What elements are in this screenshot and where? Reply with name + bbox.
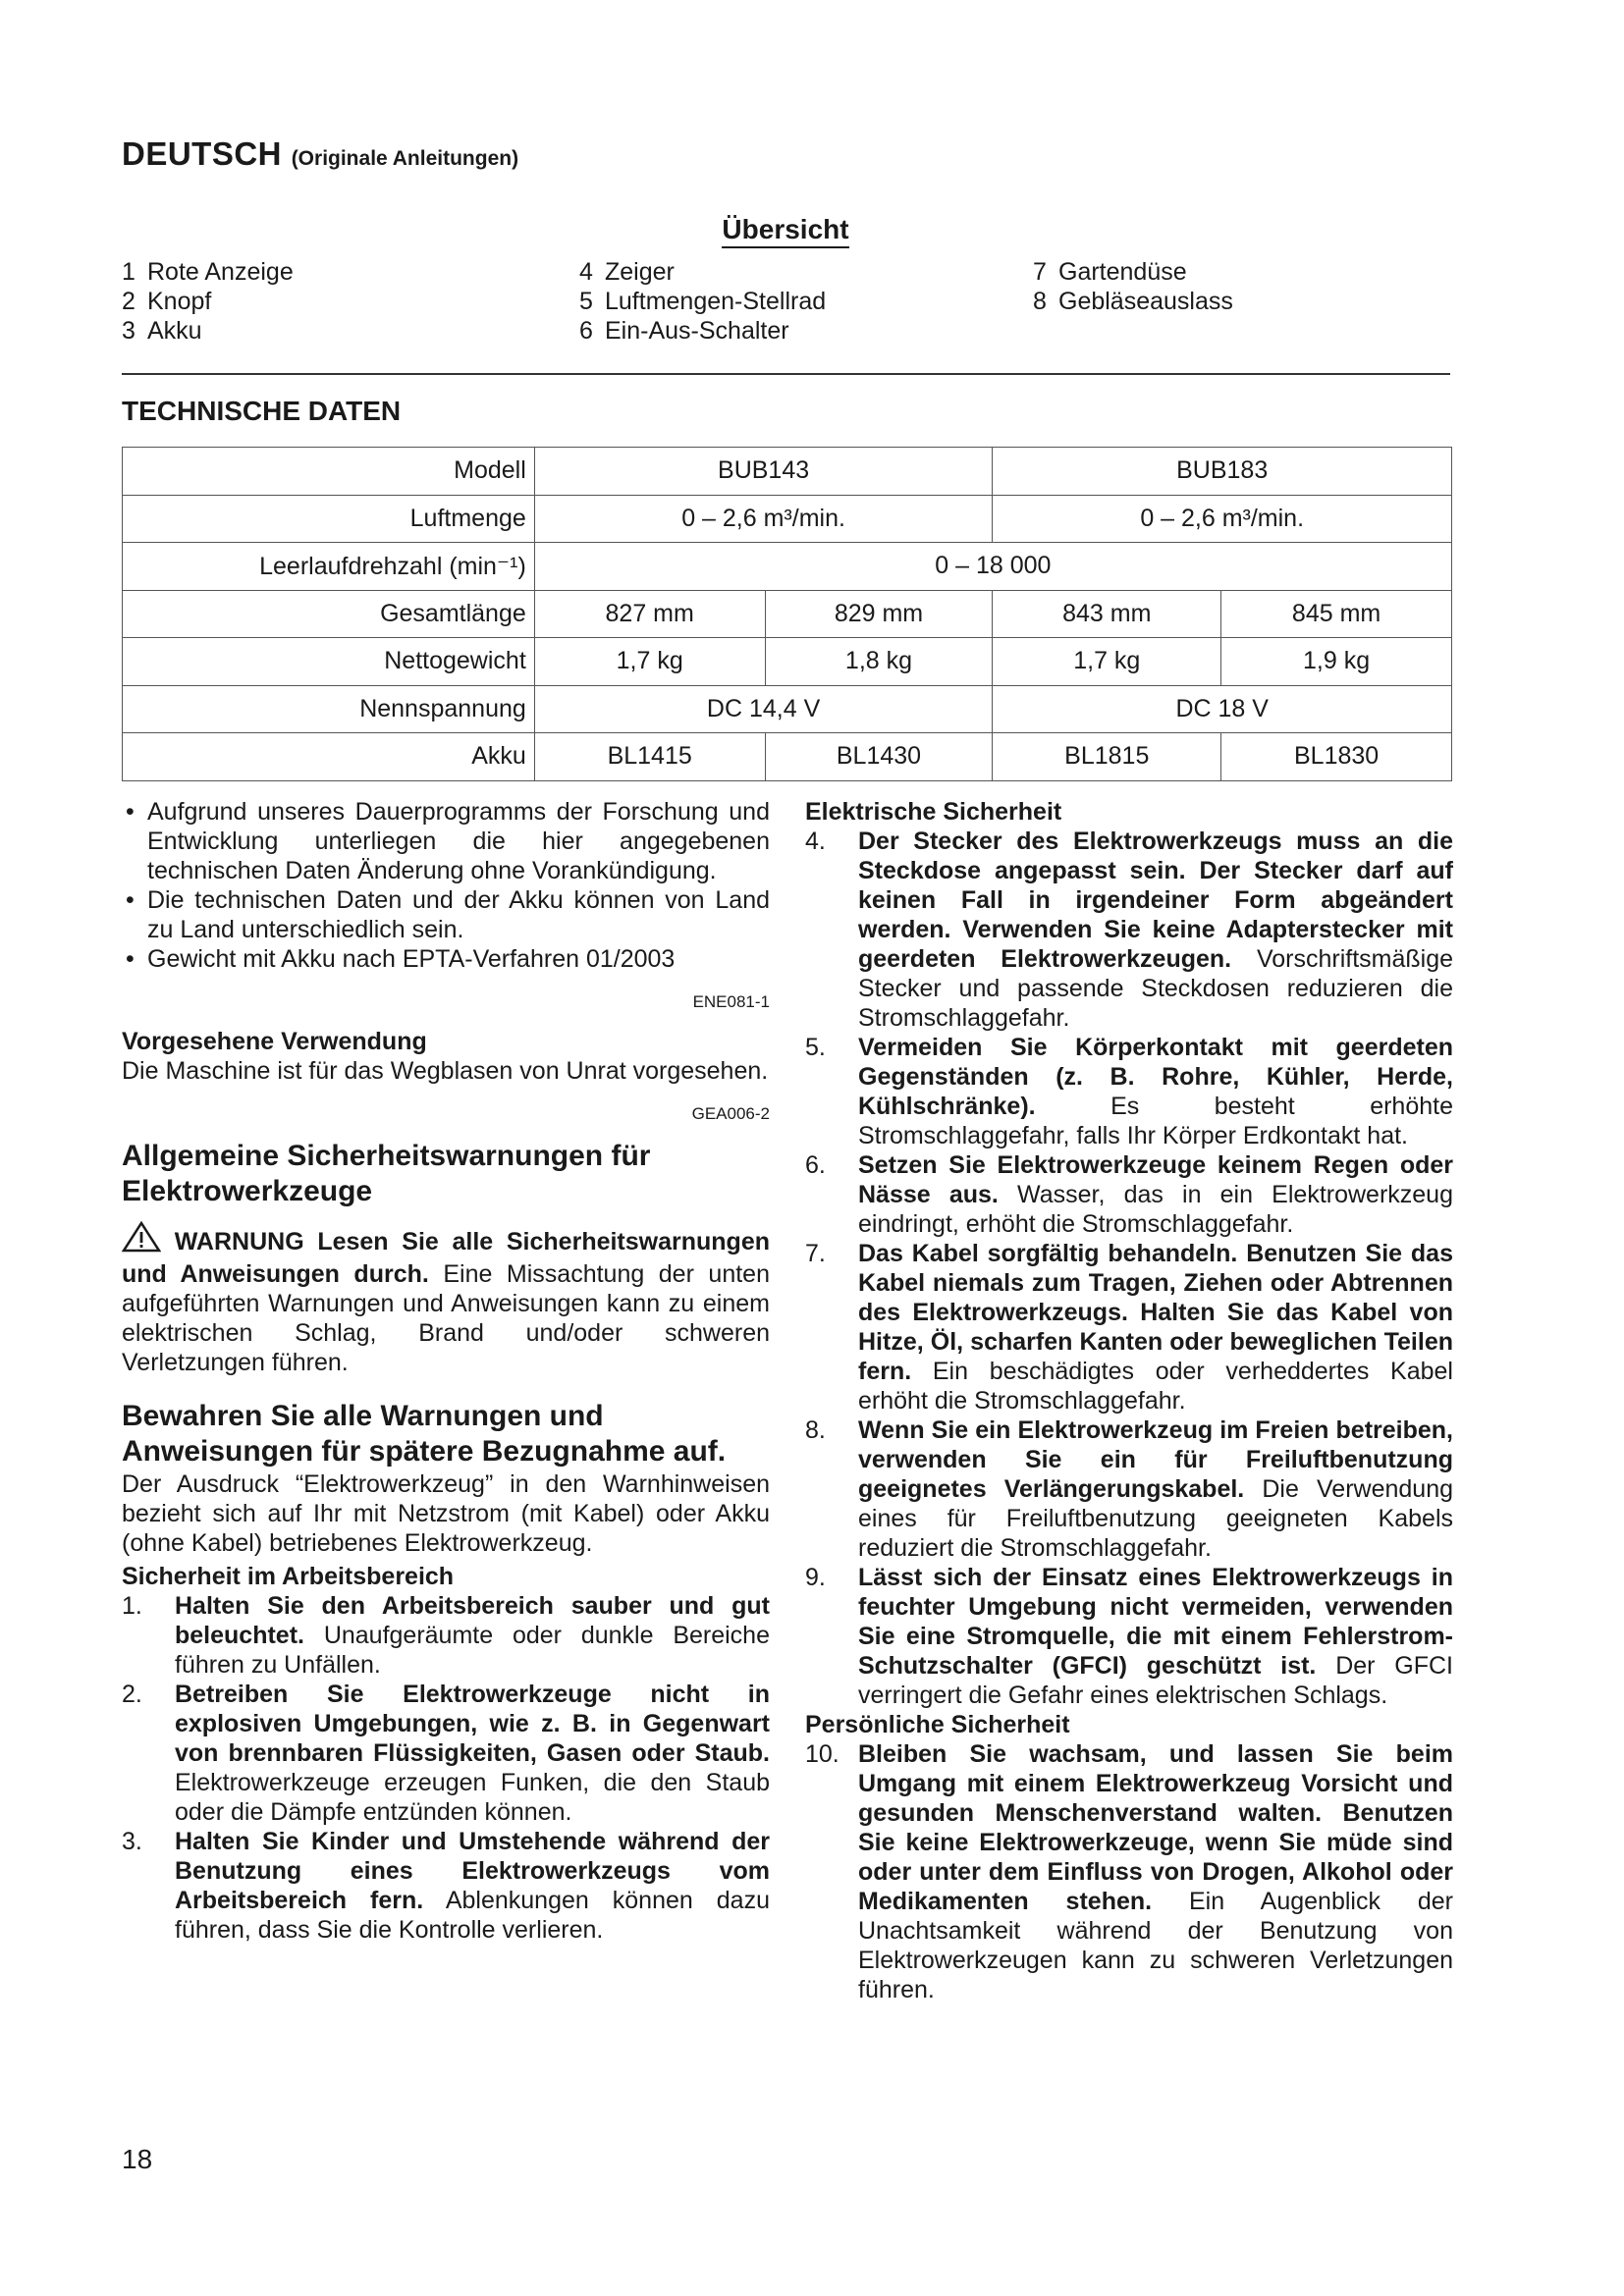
spec-label: Akku	[123, 733, 535, 781]
part-item: 4 Zeiger	[579, 258, 675, 286]
part-item: 7 Gartendüse	[1033, 258, 1187, 286]
use-text: Die Maschine ist für das Wegblasen von Unrat vorgesehen.	[122, 1057, 769, 1085]
list-item: 5. Vermeiden Sie Körperkontakt mit geerdeten Gegenständen (z. B. Rohre, Kühler, Herde, Kühlschränke). Es besteht erhöhte Stromschlaggefahr, falls Ihr Körper Erdkontakt hat.	[805, 1034, 1453, 1149]
part-item: 6 Ein-Aus-Schalter	[579, 317, 789, 345]
spec-value: 1,8 kg	[765, 638, 993, 686]
language-label: DEUTSCH	[122, 135, 283, 172]
spec-label: Nennspannung	[123, 685, 535, 733]
spec-label: Luftmenge	[123, 495, 535, 543]
spec-value: BUB143	[534, 448, 993, 496]
document-language-heading	[122, 135, 518, 173]
list-item: 3. Halten Sie Kinder und Umstehende während der Benutzung eines Elektrowerkzeugs vom Arbeitsbereich fern. Ablenkungen können dazu führen, dass Sie die Kontrolle verlieren.	[122, 1828, 770, 1944]
spec-value: 0 – 2,6 m³/min.	[534, 495, 993, 543]
spec-value: 0 – 2,6 m³/min.	[993, 495, 1452, 543]
personal-safety-heading: Persönliche Sicherheit	[805, 1711, 1070, 1738]
list-item: 10. Bleiben Sie wachsam, und lassen Sie beim Umgang mit einem Elektrowerkzeug Vorsicht und gesunden Menschenverstand walten. Benutzen Sie keine Elektrowerkzeuge, wenn Sie müde sind oder unter dem Einfluss von Drogen, Alkohol oder Medikamenten stehen. Ein Augenblick der Unachtsamkeit während der Benutzung von Elektrowerkzeugen kann zu schweren Verletzungen führen.	[805, 1740, 1453, 2003]
parts-list-col2	[579, 257, 826, 346]
part-item: 3 Akku	[122, 317, 202, 345]
spec-value: DC 18 V	[993, 685, 1452, 733]
keep-instructions-text: Der Ausdruck “Elektrowerkzeug” in den Warnhinweisen bezieht sich auf Ihr mit Netzstrom (mit Kabel) oder Akku (ohne Kabel) betriebenes Elektrowerkzeug.	[122, 1470, 770, 1557]
spec-value: BL1430	[765, 733, 993, 781]
list-item: 4. Der Stecker des Elektrowerkzeugs muss an die Steckdose angepasst sein. Der Stecker darf auf keinen Fall in irgendeiner Form abgeändert werden. Verwenden Sie keine Adapterstecker mit geerdeten Elektrowerkzeugen. Vorschriftsmäßige Stecker und passende Steckdosen reduzieren die Stromschlaggefahr.	[805, 828, 1453, 1032]
warning-paragraph: WARNUNG Lesen Sie alle Sicherheitswarnungen und Anweisungen durch. Eine Missachtung der unten aufgeführten Warnungen und Anweisungen kann zu einem elektrischen Schlag, Brand und/oder schweren Verletzungen führen.	[122, 1221, 770, 1377]
spec-label: Gesamtlänge	[123, 590, 535, 638]
list-item: 9. Lässt sich der Einsatz eines Elektrowerkzeugs in feuchter Umgebung nicht vermeiden, verwenden Sie eine Stromquelle, die mit einem Fehlerstrom-Schutzschalter (GFCI) geschützt ist. Der GFCI verringert die Gefahr eines elektrischen Schlags.	[805, 1564, 1453, 1709]
left-column	[122, 797, 770, 1945]
table-row	[123, 638, 1452, 686]
spec-value: 1,7 kg	[993, 638, 1221, 686]
table-row	[123, 590, 1452, 638]
overview-title: Übersicht	[0, 214, 1571, 245]
language-subtitle: (Originale Anleitungen)	[291, 147, 519, 170]
list-item: 1. Halten Sie den Arbeitsbereich sauber und gut beleuchtet. Unaufgeräumte oder dunkle Bereiche führen zu Unfällen.	[122, 1592, 770, 1679]
spec-label: Leerlaufdrehzahl (min⁻¹)	[123, 543, 535, 591]
keep-instructions-heading: Bewahren Sie alle Warnungen und Anweisungen für spätere Bezugnahme auf.	[122, 1400, 727, 1468]
doc-code: GEA006-2	[691, 1104, 770, 1123]
spec-value: 843 mm	[993, 590, 1221, 638]
list-item: 2. Betreiben Sie Elektrowerkzeuge nicht in explosiven Umgebungen, wie z. B. in Gegenwart von brennbaren Flüssigkeiten, Gasen oder Staub. Elektrowerkzeuge erzeugen Funken, die den Staub oder die Dämpfe entzünden können.	[122, 1681, 770, 1826]
spec-value: 1,7 kg	[534, 638, 765, 686]
spec-value: BL1415	[534, 733, 765, 781]
table-row	[123, 495, 1452, 543]
spec-value: 827 mm	[534, 590, 765, 638]
parts-list-col3	[1033, 257, 1233, 316]
table-row	[123, 448, 1452, 496]
electric-safety-heading: Elektrische Sicherheit	[805, 798, 1062, 826]
table-row	[123, 733, 1452, 781]
spec-value: 0 – 18 000	[534, 543, 1451, 591]
doc-code: ENE081-1	[692, 992, 770, 1011]
use-heading: Vorgesehene Verwendung	[122, 1028, 427, 1055]
spec-label: Modell	[123, 448, 535, 496]
warning-triangle-icon	[122, 1221, 161, 1259]
part-item: 1 Rote Anzeige	[122, 258, 294, 286]
list-item: • Gewicht mit Akku nach EPTA-Verfahren 01/2003	[126, 945, 676, 973]
parts-list-col1	[122, 257, 294, 346]
general-safety-heading: Allgemeine Sicherheitswarnungen für Elektrowerkzeuge	[122, 1140, 651, 1207]
spec-value: 829 mm	[765, 590, 993, 638]
section-divider	[122, 373, 1450, 375]
part-item: 8 Gebläseauslass	[1033, 288, 1233, 315]
spec-value: 1,9 kg	[1221, 638, 1452, 686]
specs-table	[122, 447, 1452, 781]
list-item: 8. Wenn Sie ein Elektrowerkzeug im Freien betreiben, verwenden Sie ein für Freiluftbenutzung geeignetes Verlängerungskabel. Die Verwendung eines für Freiluftbenutzung geeigneten Kabels reduziert die Stromschlaggefahr.	[805, 1416, 1453, 1562]
spec-value: 845 mm	[1221, 590, 1452, 638]
specs-title: TECHNISCHE DATEN	[122, 396, 402, 426]
list-item: • Aufgrund unseres Dauerprogramms der Forschung und Entwicklung unterliegen die hier angegebenen technischen Daten Änderung ohne Vorankündigung.	[126, 798, 770, 884]
part-item: 5 Luftmengen-Stellrad	[579, 288, 827, 315]
spec-value: BL1830	[1221, 733, 1452, 781]
list-item: 6. Setzen Sie Elektrowerkzeuge keinem Regen oder Nässe aus. Wasser, das in ein Elektrowerkzeug eindringt, erhöht die Stromschlaggefahr.	[805, 1151, 1453, 1238]
work-area-heading: Sicherheit im Arbeitsbereich	[122, 1563, 455, 1590]
spec-value: BL1815	[993, 733, 1221, 781]
spec-value: BUB183	[993, 448, 1452, 496]
list-item: • Die technischen Daten und der Akku können von Land zu Land unterschiedlich sein.	[126, 886, 770, 943]
part-item: 2 Knopf	[122, 288, 212, 315]
table-row	[123, 543, 1452, 591]
spec-value: DC 14,4 V	[534, 685, 993, 733]
list-item: 7. Das Kabel sorgfältig behandeln. Benutzen Sie das Kabel niemals zum Tragen, Ziehen oder Abtrennen des Elektrowerkzeugs. Halten Sie das Kabel von Hitze, Öl, scharfen Kanten oder beweglichen Teilen fern. Ein beschädigtes oder verheddertes Kabel erhöht die Stromschlaggefahr.	[805, 1240, 1453, 1415]
right-column	[805, 797, 1453, 2004]
table-row	[123, 685, 1452, 733]
page-number: 18	[122, 2144, 153, 2174]
spec-label: Nettogewicht	[123, 638, 535, 686]
